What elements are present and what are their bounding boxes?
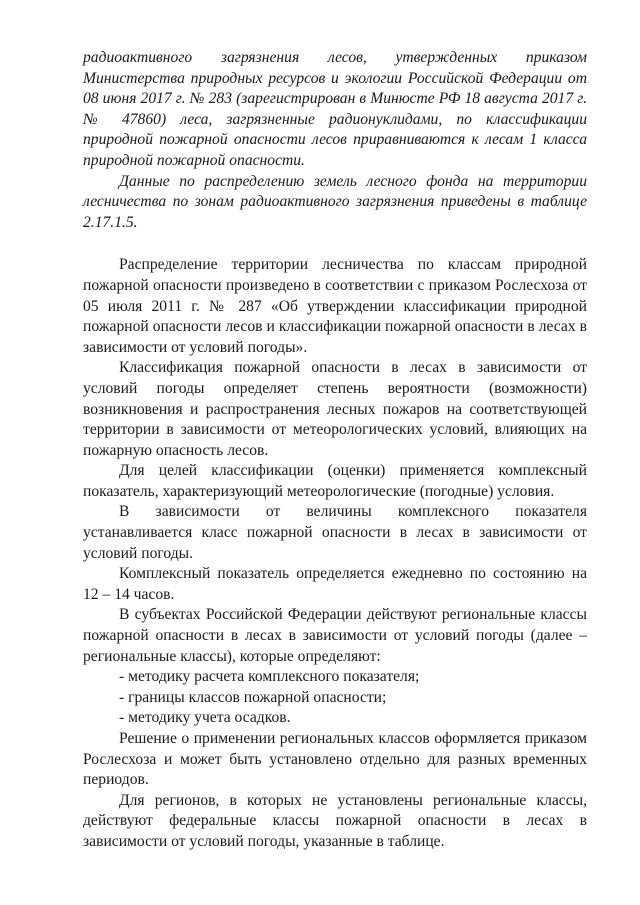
paragraph-2: Классификация пожарной опасности в лесах в зависимости от условий погоды определяет степень вероятности (возможности) возникновения и распространения лесных пожаров на соответствующей территории в зависимости от метеорологических условий, влияющих на пожарную опасность лесов.	[83, 359, 587, 459]
paragraph-gap	[83, 233, 587, 255]
paragraph-1: Распределение территории лесничества по классам природной пожарной опасности произведено в соответствии с приказом Рослесхоза от 05 июля 2011 г. № 287 «Об утверждении классификации природной пожарной опасности лесов и классификации пожарной опасности в лесах в зависимости от условий погоды».	[83, 256, 587, 356]
italic-paragraph-1: радиоактивного загрязнения лесов, утвержденных приказом Министерства природных ресурсов и экологии Российской Федерации от 08 июня 2017 г. № 283 (зарегистрирован в Минюсте РФ 18 августа 2017 г. № 47860) леса, загрязненные радионуклидами, по классификации природной пожарной опасности лесов приравниваются к лесам 1 класса природной пожарной опасности.	[83, 49, 587, 169]
paragraph-5: Комплексный показатель определяется ежедневно по состоянию на 12 – 14 часов.	[83, 565, 587, 603]
paragraph-4: В зависимости от величины комплексного показателя устанавливается класс пожарной опасности в лесах в зависимости от условий погоды.	[83, 503, 587, 562]
paragraph-8: Для регионов, в которых не установлены региональные классы, действуют федеральные классы пожарной опасности в лесах в зависимости от условий погоды, указанные в таблице.	[83, 791, 587, 850]
paragraph-7: Решение о применении региональных классов оформляется приказом Рослесхоза и может быть установлено отдельно для разных временных периодов.	[83, 730, 587, 789]
list-item-1: - методику расчета комплексного показателя;	[119, 668, 420, 686]
paragraph-6: В субъектах Российской Федерации действуют региональные классы пожарной опасности в лесах в зависимости от условий погоды (далее – региональные классы), которые определяют:	[83, 606, 587, 665]
italic-paragraph-2: Данные по распределению земель лесного фонда на территории лесничества по зонам радиоактивного загрязнения приведены в таблице 2.17.1.5.	[83, 172, 587, 231]
list-item-2: - границы классов пожарной опасности;	[119, 688, 387, 706]
paragraph-3: Для целей классификации (оценки) применяется комплексный показатель, характеризующий метеорологические (погодные) условия.	[83, 462, 587, 500]
list-item-3: - методику учета осадков.	[119, 709, 291, 727]
document-page	[83, 48, 587, 853]
